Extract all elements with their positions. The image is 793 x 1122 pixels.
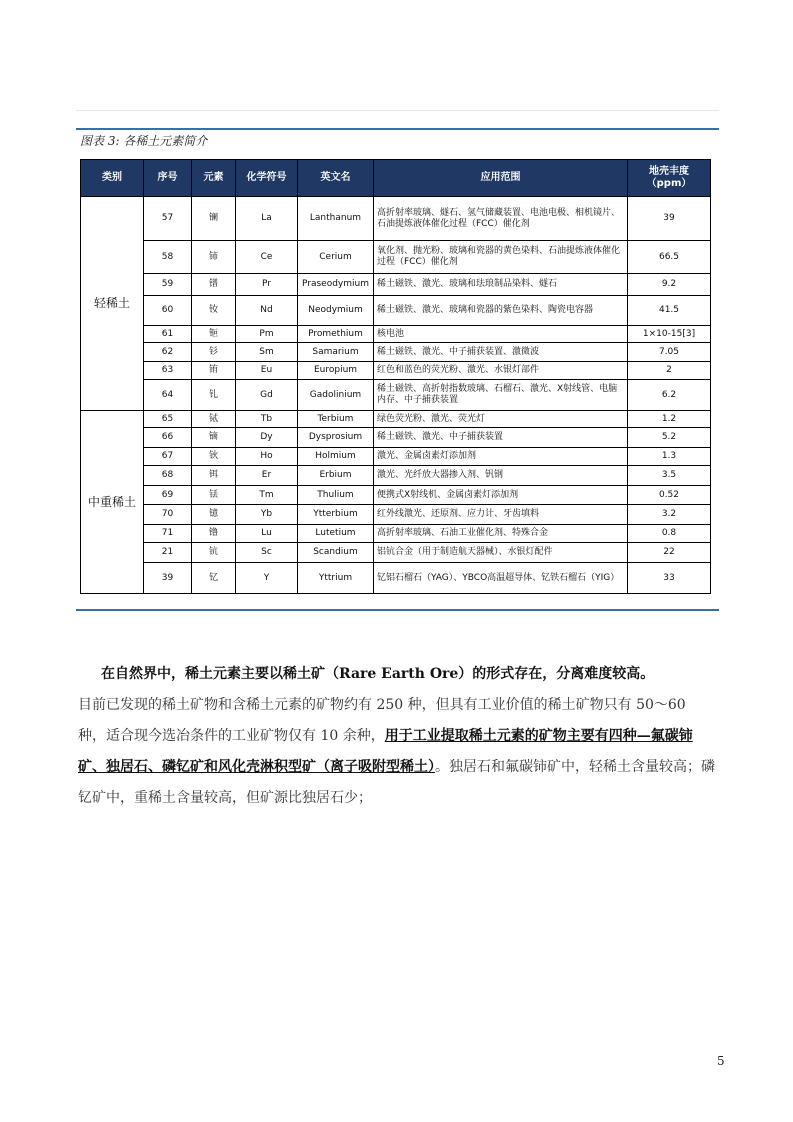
table-row xyxy=(81,543,711,563)
english-name-cell: Ytterbium xyxy=(298,505,374,525)
english-name-cell: Scandium xyxy=(298,543,374,563)
number-cell: 71 xyxy=(144,525,192,543)
element-cell: 镥 xyxy=(192,525,236,543)
symbol-cell: Lu xyxy=(236,525,298,543)
table-header-row xyxy=(81,160,711,197)
header-abundance: 地壳丰度 （ppm） xyxy=(628,160,711,197)
application-cell: 稀土磁铁、高折射指数玻璃、石榴石、激光、X射线管、电脑内存、中子捕获装置 xyxy=(374,380,628,411)
element-cell: 镝 xyxy=(192,428,236,448)
symbol-cell: La xyxy=(236,197,298,241)
body-paragraph xyxy=(78,659,718,814)
english-name-cell: Lutetium xyxy=(298,525,374,543)
symbol-cell: Gd xyxy=(236,380,298,411)
element-cell: 铒 xyxy=(192,466,236,486)
abundance-cell: 3.5 xyxy=(628,466,711,486)
number-cell: 64 xyxy=(144,380,192,411)
number-cell: 63 xyxy=(144,362,192,380)
table-row xyxy=(81,486,711,505)
element-cell: 铥 xyxy=(192,486,236,505)
category-cell: 轻稀土 xyxy=(81,197,144,411)
figure-caption: 图表 3: 各稀土元素简介 xyxy=(80,134,208,148)
abundance-cell: 2 xyxy=(628,362,711,380)
english-name-cell: Promethium xyxy=(298,326,374,343)
table-row xyxy=(81,380,711,411)
element-cell: 钐 xyxy=(192,343,236,362)
number-cell: 65 xyxy=(144,411,192,428)
element-cell: 铽 xyxy=(192,411,236,428)
element-cell: 镧 xyxy=(192,197,236,241)
symbol-cell: Pm xyxy=(236,326,298,343)
symbol-cell: Eu xyxy=(236,362,298,380)
symbol-cell: Sc xyxy=(236,543,298,563)
english-name-cell: Neodymium xyxy=(298,296,374,326)
english-name-cell: Cerium xyxy=(298,241,374,274)
paragraph-underlined: 用于工业提取稀土元素的矿物主要有四种—氟碳铈矿、独居石、磷钇矿和风化壳淋积型矿（离子吸附型稀土） xyxy=(78,728,693,775)
paragraph-body-text: 目前已发现的稀土矿物和含稀土元素的矿物约有 250 种，但具有工业价值的稀土矿物只有 50～60 种，适合现今选冶条件的工业矿物仅有 10 余种， xyxy=(78,697,686,744)
number-cell: 58 xyxy=(144,241,192,274)
symbol-cell: Y xyxy=(236,563,298,594)
number-cell: 66 xyxy=(144,428,192,448)
english-name-cell: Dysprosium xyxy=(298,428,374,448)
element-cell: 钇 xyxy=(192,563,236,594)
table-row xyxy=(81,296,711,326)
application-cell: 激光、光纤放大器掺入剂、钒钢 xyxy=(374,466,628,486)
table-row xyxy=(81,505,711,525)
abundance-cell: 33 xyxy=(628,563,711,594)
english-name-cell: Samarium xyxy=(298,343,374,362)
application-cell: 绿色荧光粉、激光、荧光灯 xyxy=(374,411,628,428)
page-number: 5 xyxy=(717,1054,725,1068)
element-cell: 钬 xyxy=(192,448,236,466)
table-row xyxy=(81,241,711,274)
table-row xyxy=(81,197,711,241)
element-cell: 钕 xyxy=(192,296,236,326)
element-cell: 钷 xyxy=(192,326,236,343)
number-cell: 59 xyxy=(144,274,192,296)
abundance-cell: 39 xyxy=(628,197,711,241)
abundance-cell: 66.5 xyxy=(628,241,711,274)
symbol-cell: Ce xyxy=(236,241,298,274)
paragraph-body xyxy=(78,690,718,814)
element-cell: 镨 xyxy=(192,274,236,296)
application-cell: 钇铝石榴石（YAG）、YBCO高温超导体、钇铁石榴石（YIG） xyxy=(374,563,628,594)
abundance-cell: 3.2 xyxy=(628,505,711,525)
symbol-cell: Ho xyxy=(236,448,298,466)
table-row xyxy=(81,326,711,343)
english-name-cell: Erbium xyxy=(298,466,374,486)
symbol-cell: Er xyxy=(236,466,298,486)
application-cell: 激光、金属卤素灯添加剂 xyxy=(374,448,628,466)
application-cell: 稀土磁铁、激光、中子捕获装置 xyxy=(374,428,628,448)
application-cell: 稀土磁铁、激光、中子捕获装置、激微波 xyxy=(374,343,628,362)
paragraph-lead: 在自然界中，稀土元素主要以稀土矿（Rare Earth Ore）的形式存在，分离难度较高。 xyxy=(101,666,655,682)
application-cell: 便携式X射线机、金属卤素灯添加剂 xyxy=(374,486,628,505)
abundance-cell: 41.5 xyxy=(628,296,711,326)
number-cell: 21 xyxy=(144,543,192,563)
english-name-cell: Terbium xyxy=(298,411,374,428)
application-cell: 高折射率玻璃、燧石、氢气储藏装置、电池电极、相机镜片、石油提炼液体催化过程（FCC）催化剂 xyxy=(374,197,628,241)
symbol-cell: Tm xyxy=(236,486,298,505)
abundance-cell: 9.2 xyxy=(628,274,711,296)
number-cell: 39 xyxy=(144,563,192,594)
header-english: 英文名 xyxy=(298,160,374,197)
abundance-cell: 1×10-15[3] xyxy=(628,326,711,343)
number-cell: 70 xyxy=(144,505,192,525)
number-cell: 60 xyxy=(144,296,192,326)
table-row xyxy=(81,448,711,466)
application-cell: 氧化剂、抛光粉、玻璃和瓷器的黄色染料、石油提炼液体催化过程（FCC）催化剂 xyxy=(374,241,628,274)
table-row xyxy=(81,362,711,380)
table-row xyxy=(81,466,711,486)
table-row xyxy=(81,428,711,448)
element-cell: 镱 xyxy=(192,505,236,525)
table-row xyxy=(81,343,711,362)
element-cell: 铈 xyxy=(192,241,236,274)
abundance-cell: 5.2 xyxy=(628,428,711,448)
english-name-cell: Gadolinium xyxy=(298,380,374,411)
header-application: 应用范围 xyxy=(374,160,628,197)
number-cell: 69 xyxy=(144,486,192,505)
application-cell: 高折射率玻璃、石油工业催化剂、特殊合金 xyxy=(374,525,628,543)
table-row xyxy=(81,411,711,428)
header-number: 序号 xyxy=(144,160,192,197)
symbol-cell: Sm xyxy=(236,343,298,362)
header-symbol: 化学符号 xyxy=(236,160,298,197)
abundance-cell: 0.8 xyxy=(628,525,711,543)
number-cell: 68 xyxy=(144,466,192,486)
table-row xyxy=(81,274,711,296)
element-cell: 钪 xyxy=(192,543,236,563)
paragraph-body-tail: 。独居石和氟碳铈矿中，轻稀土含量较高；磷钇矿中，重稀土含量较高，但矿源比独居石少； xyxy=(78,759,715,806)
symbol-cell: Tb xyxy=(236,411,298,428)
element-cell: 钆 xyxy=(192,380,236,411)
element-cell: 铕 xyxy=(192,362,236,380)
application-cell: 红外线激光、还原剂、应力计、牙齿填料 xyxy=(374,505,628,525)
symbol-cell: Pr xyxy=(236,274,298,296)
number-cell: 57 xyxy=(144,197,192,241)
header-element: 元素 xyxy=(192,160,236,197)
application-cell: 稀土磁铁、激光、玻璃和珐琅制品染料、燧石 xyxy=(374,274,628,296)
application-cell: 稀土磁铁、激光、玻璃和瓷器的紫色染料、陶瓷电容器 xyxy=(374,296,628,326)
table-body xyxy=(81,197,711,594)
english-name-cell: Yttrium xyxy=(298,563,374,594)
abundance-cell: 7.05 xyxy=(628,343,711,362)
english-name-cell: Holmium xyxy=(298,448,374,466)
number-cell: 62 xyxy=(144,343,192,362)
abundance-cell: 6.2 xyxy=(628,380,711,411)
abundance-cell: 22 xyxy=(628,543,711,563)
header-rule xyxy=(76,110,719,111)
english-name-cell: Lanthanum xyxy=(298,197,374,241)
abundance-cell: 1.2 xyxy=(628,411,711,428)
abundance-cell: 1.3 xyxy=(628,448,711,466)
english-name-cell: Thulium xyxy=(298,486,374,505)
abundance-cell: 0.52 xyxy=(628,486,711,505)
table-row xyxy=(81,563,711,594)
header-category: 类别 xyxy=(81,160,144,197)
number-cell: 67 xyxy=(144,448,192,466)
symbol-cell: Dy xyxy=(236,428,298,448)
symbol-cell: Yb xyxy=(236,505,298,525)
application-cell: 核电池 xyxy=(374,326,628,343)
table-bottom-rule xyxy=(76,609,719,611)
application-cell: 红色和蓝色的荧光粉、激光、水银灯部件 xyxy=(374,362,628,380)
english-name-cell: Praseodymium xyxy=(298,274,374,296)
application-cell: 铝钪合金（用于制造航天器械）、水银灯配件 xyxy=(374,543,628,563)
category-cell: 中重稀土 xyxy=(81,411,144,594)
english-name-cell: Europium xyxy=(298,362,374,380)
number-cell: 61 xyxy=(144,326,192,343)
caption-rule xyxy=(76,128,719,130)
symbol-cell: Nd xyxy=(236,296,298,326)
rare-earth-table xyxy=(80,159,711,594)
table-row xyxy=(81,525,711,543)
